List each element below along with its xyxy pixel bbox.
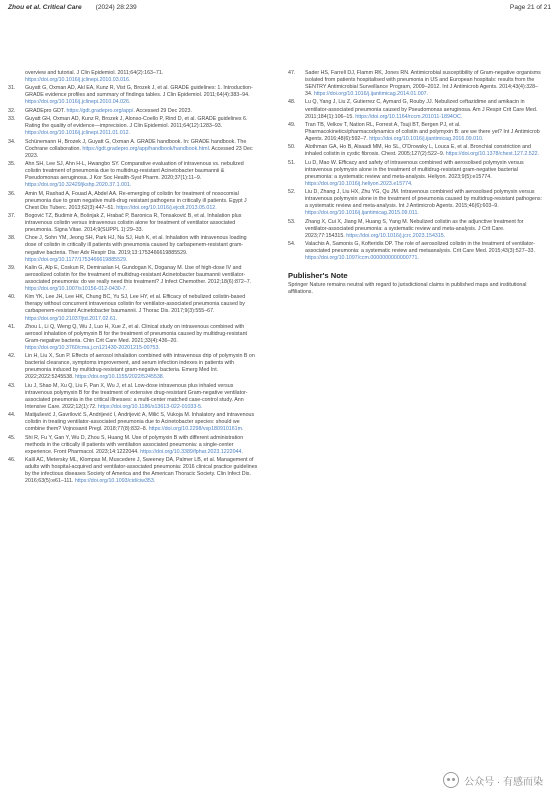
doi-link[interactable]: https://doi.org/10.1186/s13613-022-01033-5. (98, 403, 203, 410)
reference-number: 32. (8, 107, 16, 114)
reference-text (305, 122, 543, 143)
reference-item (288, 160, 543, 188)
reference-text (25, 235, 258, 263)
reference-text (305, 144, 543, 158)
doi-link[interactable]: https://doi.org/10.3389/fphar.2023.1222044. (140, 448, 243, 455)
reference-item (288, 144, 543, 158)
reference-body: Lin H, Liu X, Sun P. Effects of aerosol inhalation combined with intravenous drip of polymyxin B on bacterial clearance, symptoms improvement, and serum infection indexes in patients with pneumonia induced by multidrug-resistant gram-negative bacteria. Emerg Med Int. 2022;2022:5245538. (25, 353, 255, 381)
doi-link[interactable]: https://doi.org/10.2298/vsp180910161m. (148, 426, 244, 433)
journal-citation (8, 4, 137, 11)
doi-link[interactable]: https://doi.org/10.1016/j.jclinepi.2010.03.016. (25, 77, 131, 84)
reference-number: 31. (8, 85, 16, 92)
reference-text (25, 294, 258, 322)
reference-text (305, 160, 543, 188)
doi-link[interactable]: https://doi.org/10.1016/j.ijantimicag.2016.09.010. (369, 136, 484, 143)
reference-text (305, 189, 543, 217)
reference-item (288, 70, 543, 98)
doi-link[interactable]: https://doi.org/10.1016/j.ejcdt.2013.05.012. (116, 204, 217, 211)
watermark-text: 公众号 · 有感而染 (464, 776, 543, 788)
reference-list-left (8, 70, 258, 487)
reference-item (8, 412, 258, 433)
reference-text (25, 324, 258, 352)
reference-number: 38. (8, 235, 16, 242)
reference-text (25, 161, 258, 189)
reference-body: Liu J, Shao M, Xu Q, Liu F, Pan X, Wu J, et al. Low-dose intravenous plus inhaled versus intravenous polymyxin B for the treatment of extensive drug-resistant Gram-negative ventilator-associated pneumonia in the critical illnesses: a multi-center matched case-control study. Ann Intensive Care. 2022;12(1):72. (25, 382, 248, 410)
reference-number: 54. (288, 241, 296, 248)
reference-body: Liu D, Zhang J, Liu HX, Zhu YG, Qu JM. Intravenous combined with aerosolised polymyxin versus intravenous polymyxin alone in the treatment of pneumonia caused by multidrug-resistant pathogens: a systematic review and meta-analysis. Int J Antimicrob Agents. 2015;46(6):603–9. (305, 189, 543, 210)
reference-body: Guyatt GH, Oxman AD, Kunz R, Brozek J, Alonso-Coello P, Rind D, et al. GRADE guidelines 6. Rating the quality of evidence—imprecision. J Clin Epidemiol. 2011;64(12):1283–93. (25, 116, 248, 130)
doi-link[interactable]: https://gdt.gradepro.org/app/ (66, 107, 134, 114)
doi-link[interactable]: https://doi.org/10.1093/cid/ciw353. (74, 478, 156, 485)
doi-link[interactable]: https://doi.org/10.1016/j.jcrc.2023.154315. (346, 232, 446, 239)
reference-text (25, 85, 258, 106)
reference-number: 46. (8, 457, 16, 464)
reference-item (288, 189, 543, 217)
reference-text (305, 219, 543, 240)
reference-item (8, 85, 258, 106)
doi-link[interactable]: https://doi.org/10.1016/j.ijantimicag.2014.01.007. (313, 91, 429, 98)
doi-link[interactable]: https://doi.org/10.21037/jtd.2017.02.61. (25, 315, 118, 322)
reference-number: 49. (288, 121, 296, 128)
reference-item (8, 213, 258, 234)
reference-body: Guyatt G, Oxman AD, Akl EA, Kunz R, Vist G, Brozek J, et al. GRADE guidelines: 1. Introduction-GRADE evidence profiles and summary of findings tables. J Clin Epidemiol. 2011;64(4):383–94. (25, 85, 253, 99)
wechat-icon (443, 772, 459, 788)
reference-text (25, 265, 258, 293)
reference-body: Matijašević J, Gavrilović S, Andrijević I, Andrijević A, Milić S, Vukoja M. Inhalatory and intravenous colistin in treating ventilator-associated pneumonia due to Acinetobacter species: should we combine them? Vojnosanit Pregl. 2018;77(8):832–8. (25, 412, 255, 433)
reference-item (8, 324, 258, 352)
reference-item (8, 294, 258, 322)
doi-link[interactable]: https://doi.org/10.1378/chest.127.2.522. (445, 151, 540, 158)
reference-number: 39. (8, 264, 16, 271)
reference-item (8, 70, 258, 84)
publisher-note-title: Publisher's Note (288, 271, 348, 281)
publisher-note-text: Springer Nature remains neutral with regard to jurisdictional claims in published maps and institutional affiliations. (288, 282, 527, 296)
reference-text (25, 412, 258, 433)
reference-number: 42. (8, 353, 16, 360)
doi-link[interactable]: https://doi.org/10.1155/2022/5245538. (75, 374, 165, 381)
reference-item (8, 383, 258, 411)
reference-body: Shi R, Fu Y, Gan Y, Wu D, Zhou S, Huang M. Use of polymyxin B with different administration methods in the critically ill patients with ventilation associated pneumonia: a single-center experience. Front Pharmacol. 2023;14:1222044. (25, 434, 244, 455)
reference-number: 44. (8, 412, 16, 419)
reference-body: Zhang X, Cui X, Jiang M, Huang S, Yang M. Nebulized colistin as the adjunctive treatment for ventilator-associated pneumonia: a systematic review and meta-analysis. J Crit Care. 2023;77:154315. (305, 218, 524, 239)
reference-item (8, 161, 258, 189)
reference-number: 35. (8, 161, 16, 168)
reference-body: Kalil AC, Metersky ML, Klompas M, Muscedere J, Sweeney DA, Palmer LB, et al. Management of adults with hospital-acquired and ventilator-associated pneumonia: 2016 clinical practice guidelines by the infectious diseases Society of America and the American Thoracic Society. Clin Infect Dis. 2016;63(5):e61–111. (25, 457, 258, 485)
reference-list-right (288, 70, 543, 262)
right-column (288, 70, 543, 296)
reference-item (8, 116, 258, 137)
reference-body: Choe J, Sohn YM, Jeong SH, Park HJ, Na SJ, Huh K, et al. Inhalation with intravenous loading dose of colistin in critically ill patients with pneumonia caused by carbapenem-resistant gram-negative bacteria. Ther Adv Respir Dis. 2019;13:1753466619885529. (25, 235, 247, 256)
reference-text (305, 241, 543, 262)
reference-text (25, 213, 258, 234)
reference-text (25, 139, 258, 160)
reference-body: Kalin G, Alp E, Coskun R, Demiraslan H, Gundogan K, Doganay M. Use of high-dose IV and aerosolized colistin for the treatment of multidrug-resistant Acinetobacter baumannii ventilator-associated pneumonia: do we really need this treatment? J Infect Chemother. 2012;18(6):872–7. (25, 264, 252, 285)
reference-text (305, 99, 543, 120)
reference-text (25, 383, 258, 411)
reference-body: Lu Q, Yang J, Liu Z, Gutierrez C, Aymard G, Rouby JJ. Nebulized ceftazidime and amikacin in ventilator-associated pneumonia caused by Pseudomonas aeruginosa. Am J Respir Crit Care Med. 2011;184(1):106–15. (305, 99, 538, 120)
reference-text (25, 116, 258, 137)
article-citation: (2024) 28:239 (95, 4, 137, 11)
doi-link[interactable]: https://doi.org/10.32429/jkshp.2020.37.1.001. (25, 182, 132, 189)
reference-item (8, 108, 258, 115)
reference-body: Alothman GA, Ho B, Alsaadi MM, Ho SL, O'Drowsky L, Louca E, et al. Bronchial constriction and inhaled colistin in cystic fibrosis. Chest. 2005;127(2):522–9. (305, 144, 531, 158)
reference-text (25, 435, 258, 456)
watermark (443, 772, 543, 788)
reference-item (8, 191, 258, 212)
reference-number: 52. (288, 189, 296, 196)
reference-body: Bogović TZ, Budimir A, Bošnjak Z, Hrabač P, Baronica R, Tonsaković B, et al. Inhalation plus intravenous colistin versus intravenous colistin alone for treatment of ventilator associated pneumonia. Signa Vitae. 2014;9(SUPPL 1):29–33. (25, 212, 242, 234)
reference-number: 37. (8, 212, 16, 219)
reference-number: 47. (288, 70, 296, 76)
reference-item (8, 353, 258, 381)
doi-link[interactable]: https://doi.org/10.1164/rccm.201011-1894OC. (355, 113, 463, 120)
doi-link[interactable]: https://doi.org/10.1016/j.jclinepi.2011.01.012. (25, 130, 131, 137)
reference-text (25, 70, 258, 84)
reference-item (8, 457, 258, 485)
reference-number: 50. (288, 144, 296, 151)
reference-text (25, 191, 258, 212)
reference-body: Sader HS, Farrell DJ, Flamm RK, Jones RN. Antimicrobial susceptibility of Gram-negative organisms isolated from patients hospitalised with pneumonia in US and European hospitals: results from the SENTRY Antimicrobial Surveillance Program, 2009–2012. Int J Antimicrob Agents. 2014;43(4):328–34. (305, 70, 541, 98)
reference-item (8, 139, 258, 160)
reference-number: 53. (288, 218, 296, 225)
reference-body: overview and tutorial. J Clin Epidemiol. 2011;64(2):163–71. (25, 70, 164, 76)
reference-number: 48. (288, 99, 296, 106)
reference-item (8, 435, 258, 456)
reference-body: Ahn SH, Lee SJ, Ahn H-L, Hwangbo SY. Comparative evaluation of intravenous vs. nebulized colistin treatment of pneumonia due to multidrug-resistant Acinetobacter baumannii & Pseudomonas aeruginosa. J Kor Soc Health-Syst Pharm. 2020;37(1):11–9. (25, 161, 244, 182)
doi-link[interactable]: https://doi.org/10.1016/j.ijantimicag.2015.09.011. (305, 210, 419, 217)
reference-body: Tran TB, Velkov T, Nation RL, Forrest A, Tsuji BT, Bergen PJ, et al. Pharmacokinetics/pharmacodynamics of colistin and polymyxin B: are we there yet? Int J Antimicrob Agents. 2016;48(6):592–7. (305, 121, 540, 143)
reference-text (25, 353, 258, 381)
doi-link[interactable]: https://doi.org/10.1016/j.heliyon.2023.e15774. (305, 180, 413, 187)
page-header (8, 4, 551, 18)
reference-body: GRADEpro GDT. (25, 107, 67, 114)
reference-body: Amin M, Rashad A, Fouad A, Abdel AA. Re-emerging of colistin for treatment of nosocomial pneumonia due to gram negative multi-drug resistant pathogens in critically ill patients. Egypt J Chest Dis Tuberc. 2013;62(3):447–51. (25, 190, 247, 211)
reference-number: 36. (8, 190, 16, 197)
page-number: Page 21 of 21 (509, 4, 551, 11)
doi-link[interactable]: https://gdt.gradepro.org/app/handbook/handbook.html (82, 145, 209, 152)
reference-body: Valachis A, Samonis G, Kofteridis DP. The role of aerosolized colistin in the treatment of ventilator-associated pneumonia: a systematic review and metaanalysis. Crit Care Med. 2015;43(3):527–33. (305, 241, 535, 255)
reference-item (288, 99, 543, 120)
reference-number: 45. (8, 434, 16, 441)
reference-item (288, 122, 543, 143)
reference-body: Zhou L, Li Q, Weng Q, Wu J, Luo H, Xue Z, et al. Clinical study on intravenous combined with aerosol inhalation of polymyxin B for the treatment of pneumonia caused by multidrug-resistant Gram-negative bacteria. Chin Crit Care Med. 2021;33(4):436–20. (25, 323, 247, 344)
reference-number: 51. (288, 159, 296, 166)
reference-text (25, 457, 258, 485)
reference-number: 33. (8, 116, 16, 123)
reference-text (25, 108, 258, 115)
reference-text (305, 70, 543, 98)
reference-body: Kim YK, Lee JH, Lee HK, Chung BC, Yu SJ, Lee HY, et al. Efficacy of nebulized colistin-based therapy without concurrent intravenous colistin for ventilator-associated pneumonia caused by carbapenem-resistant Acinetobacter baumannii. J Thorac Dis. 2017;9(3):555–67. (25, 294, 246, 315)
reference-body: Schünemann H, Brozek J, Guyatt G, Oxman A. GRADE handbook. In: GRADE handbook. The Cochrane collaboration. (25, 138, 247, 152)
doi-link[interactable]: https://doi.org/10.1177/1753466619885529. (25, 256, 128, 263)
reference-item (288, 241, 543, 262)
doi-link[interactable]: https://doi.org/10.3760/cma.j.cn121430-20201215-00753. (25, 345, 160, 351)
reference-number: 40. (8, 294, 16, 301)
reference-accessed: . Accessed 23 Dec 2023. (25, 145, 253, 159)
reference-item (8, 265, 258, 293)
doi-link[interactable]: https://doi.org/10.1097/ccm.0000000000000771. (305, 255, 419, 262)
reference-number: 34. (8, 138, 16, 145)
reference-number: 43. (8, 382, 16, 389)
journal-name: Zhou et al. Critical Care (8, 4, 82, 11)
reference-accessed: . Accessed 29 Dec 2023. (133, 107, 192, 114)
reference-item (8, 235, 258, 263)
reference-number: 41. (8, 323, 16, 330)
reference-body: Lu D, Mao W. Efficacy and safety of intravenous combined with aerosolised polymyxin versus intravenous polymyxin alone in the treatment of multidrug-resistant gram-negative bacterial pneumonia: a systematic review and meta-analysis. Heliyon. 2023;9(5):e15774. (305, 159, 524, 180)
doi-link[interactable]: https://doi.org/10.1007/s10156-012-0430-7. (25, 286, 127, 293)
reference-item (288, 219, 543, 240)
doi-link[interactable]: https://doi.org/10.1016/j.jclinepi.2010.04.026. (25, 99, 131, 106)
